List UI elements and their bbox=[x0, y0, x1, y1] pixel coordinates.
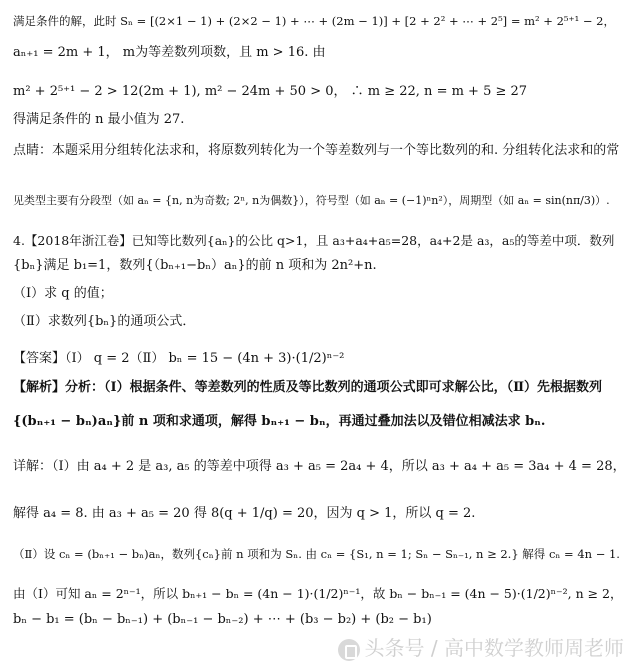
text-line-6: 见类型主要有分段型（如 aₙ = {n, n为奇数; 2ⁿ, n为偶数}），符号型（如 aₙ = (−1)ⁿn²），周期型（如 aₙ = sin(nπ/3)）. bbox=[13, 194, 610, 207]
detail-line-1: 详解：（Ⅰ）由 a₄ + 2 是 a₃, a₅ 的等差中项得 a₃ + a₅ = 2a₄ + 4，所以 a₃ + a₄ + a₅ = 3a₄ + 4 = 28， bbox=[13, 459, 626, 474]
text-line-3: m² + 2⁵⁺¹ − 2 > 12(2m + 1), m² − 24m + 50 > 0， ∴ m ≥ 22, n = m + 5 ≥ 27 bbox=[13, 84, 528, 99]
text-line-1: 满足条件的解，此时 Sₙ = [(2×1 − 1) + (2×2 − 1) + ⋯ + (2m − 1)] + [2 + 2² + ⋯ + 2⁵] = m² + 2⁵⁺¹ − 2， bbox=[13, 14, 615, 28]
text-line-4: 得满足条件的 n 最小值为 27. bbox=[13, 112, 185, 127]
detail-line-4: 由（Ⅰ）可知 aₙ = 2ⁿ⁻¹，所以 bₙ₊₁ − bₙ = (4n − 1)·(1/2)ⁿ⁻¹，故 bₙ − bₙ₋₁ = (4n − 5)·(1/2)ⁿ⁻², n ≥ 2， bbox=[13, 586, 623, 601]
text-line-8: {bₙ}满足 b₁=1，数列{（bₙ₊₁−bₙ）aₙ}的前 n 项和为 2n²+n. bbox=[13, 258, 377, 273]
question-part-1: （Ⅰ）求 q 的值； bbox=[13, 286, 113, 301]
detail-line-5: bₙ − b₁ = (bₙ − bₙ₋₁) + (bₙ₋₁ − bₙ₋₂) + ⋯ + (b₃ − b₂) + (b₂ − b₁) bbox=[13, 612, 432, 627]
text-line-2: aₙ₊₁ = 2m + 1， m为等差数列项数，且 m > 16. 由 bbox=[13, 45, 326, 60]
detail-line-2: 解得 a₄ = 8. 由 a₃ + a₅ = 20 得 8(q + 1/q) = 20，因为 q > 1，所以 q = 2. bbox=[13, 506, 476, 521]
watermark-text: 头条号 / 高中数学教师周老师 bbox=[364, 636, 624, 660]
toutiao-logo-icon bbox=[338, 639, 360, 661]
watermark bbox=[338, 632, 624, 661]
analysis-line-2: {(bₙ₊₁ − bₙ)aₙ}前 n 项和求通项，解得 bₙ₊₁ − bₙ，再通过叠加法以及错位相减法求 bₙ. bbox=[13, 414, 546, 429]
question-heading: 4.【2018年浙江卷】已知等比数列{aₙ}的公比 q>1，且 a₃+a₄+a₅=28，a₄+2是 a₃，a₅的等差中项．数列 bbox=[13, 233, 615, 248]
detail-line-3: （Ⅱ）设 cₙ = (bₙ₊₁ − bₙ)aₙ，数列{cₙ}前 n 项和为 Sₙ. 由 cₙ = {S₁, n = 1; Sₙ − Sₙ₋₁, n ≥ 2.} 解得 cₙ = 4n − 1. bbox=[13, 547, 620, 561]
analysis-line-1: 【解析】分析：（Ⅰ）根据条件、等差数列的性质及等比数列的通项公式即可求解公比，（Ⅱ）先根据数列 bbox=[13, 380, 603, 395]
question-part-2: （Ⅱ）求数列{bₙ}的通项公式． bbox=[13, 314, 196, 329]
answer-line: 【答案】（Ⅰ） q = 2（Ⅱ） bₙ = 15 − (4n + 3)·(1/2)ⁿ⁻² bbox=[13, 351, 345, 366]
text-line-5: 点睛：本题采用分组转化法求和，将原数列转化为一个等差数列与一个等比数列的和. 分组转化法求和的常 bbox=[13, 143, 620, 158]
